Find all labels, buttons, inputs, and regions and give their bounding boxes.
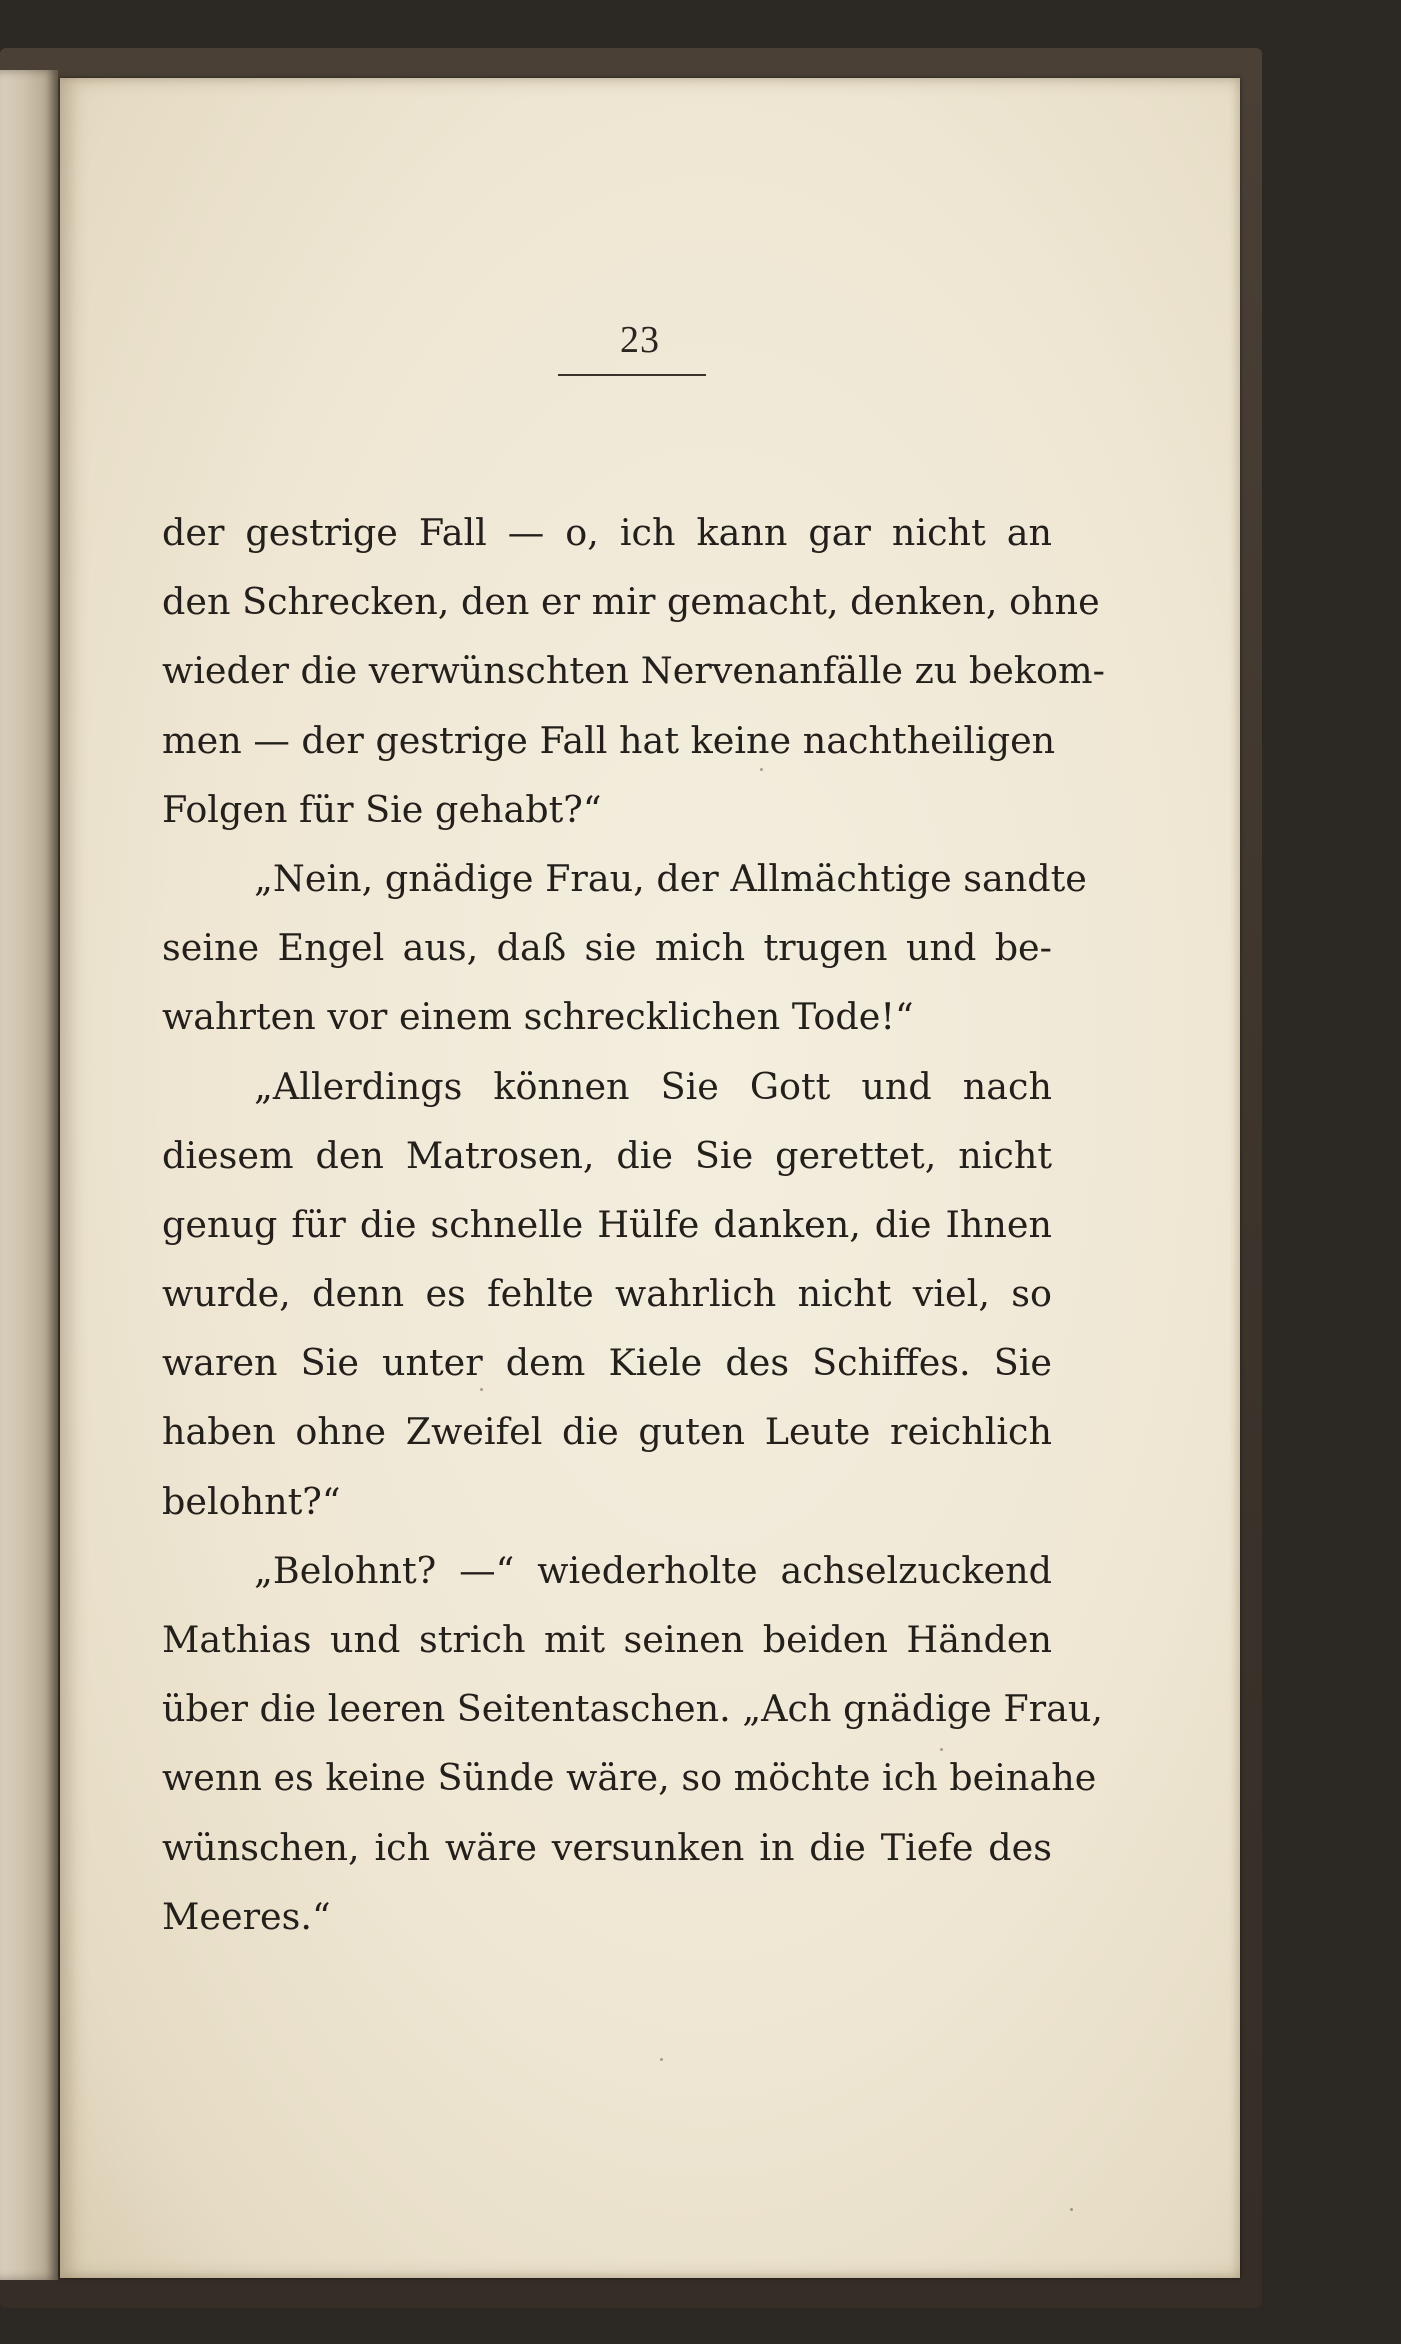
text-line: „Allerdings können Sie Gott und nach xyxy=(254,1064,1052,1108)
paper-speck xyxy=(760,768,763,771)
text-line: Meeres.“ xyxy=(162,1894,331,1938)
paper-speck xyxy=(1070,2208,1073,2211)
text-line: Folgen für Sie gehabt?“ xyxy=(162,787,602,831)
page-number-rule xyxy=(558,374,706,376)
text-line: „Belohnt? —“ wiederholte achselzuckend xyxy=(254,1548,1052,1592)
paper-speck xyxy=(480,1388,483,1391)
text-line: men — der gestrige Fall hat keine nachtheiligen xyxy=(162,718,1056,762)
paper-speck xyxy=(940,1748,943,1751)
page-text xyxy=(162,498,1105,1951)
text-line: diesem den Matrosen, die Sie gerettet, nicht xyxy=(162,1133,1052,1177)
text-line: wahrten vor einem schrecklichen Tode!“ xyxy=(162,995,914,1039)
text-line: „Nein, gnädige Frau, der Allmächtige sandte xyxy=(254,856,1087,900)
text-line: genug für die schnelle Hülfe danken, die Ihnen xyxy=(162,1202,1052,1246)
book-page xyxy=(60,78,1240,2278)
text-line: haben ohne Zweifel die guten Leute reichlich xyxy=(162,1410,1052,1454)
paper-speck xyxy=(660,2058,663,2061)
text-line: den Schrecken, den er mir gemacht, denken, ohne xyxy=(162,580,1100,624)
text-line: wünschen, ich wäre versunken in die Tiefe des xyxy=(162,1825,1052,1869)
text-line: wurde, denn es fehlte wahrlich nicht viel, so xyxy=(162,1272,1052,1316)
text-line: Mathias und strich mit seinen beiden Händen xyxy=(162,1618,1052,1661)
page-number: 23 xyxy=(620,319,660,361)
text-line: wieder die verwünschten Nervenanfälle zu bekom- xyxy=(162,649,1105,693)
text-line: über die leeren Seitentaschen. „Ach gnädige Frau, xyxy=(162,1687,1103,1731)
text-line: waren Sie unter dem Kiele des Schiffes. Sie xyxy=(162,1341,1052,1385)
text-line: der gestrige Fall — o, ich kann gar nicht an xyxy=(162,511,1052,554)
book-spine xyxy=(0,70,58,2280)
text-line: seine Engel aus, daß sie mich trugen und be- xyxy=(162,926,1052,970)
text-line: belohnt?“ xyxy=(162,1479,341,1523)
text-line: wenn es keine Sünde wäre, so möchte ich beinahe xyxy=(162,1756,1097,1800)
